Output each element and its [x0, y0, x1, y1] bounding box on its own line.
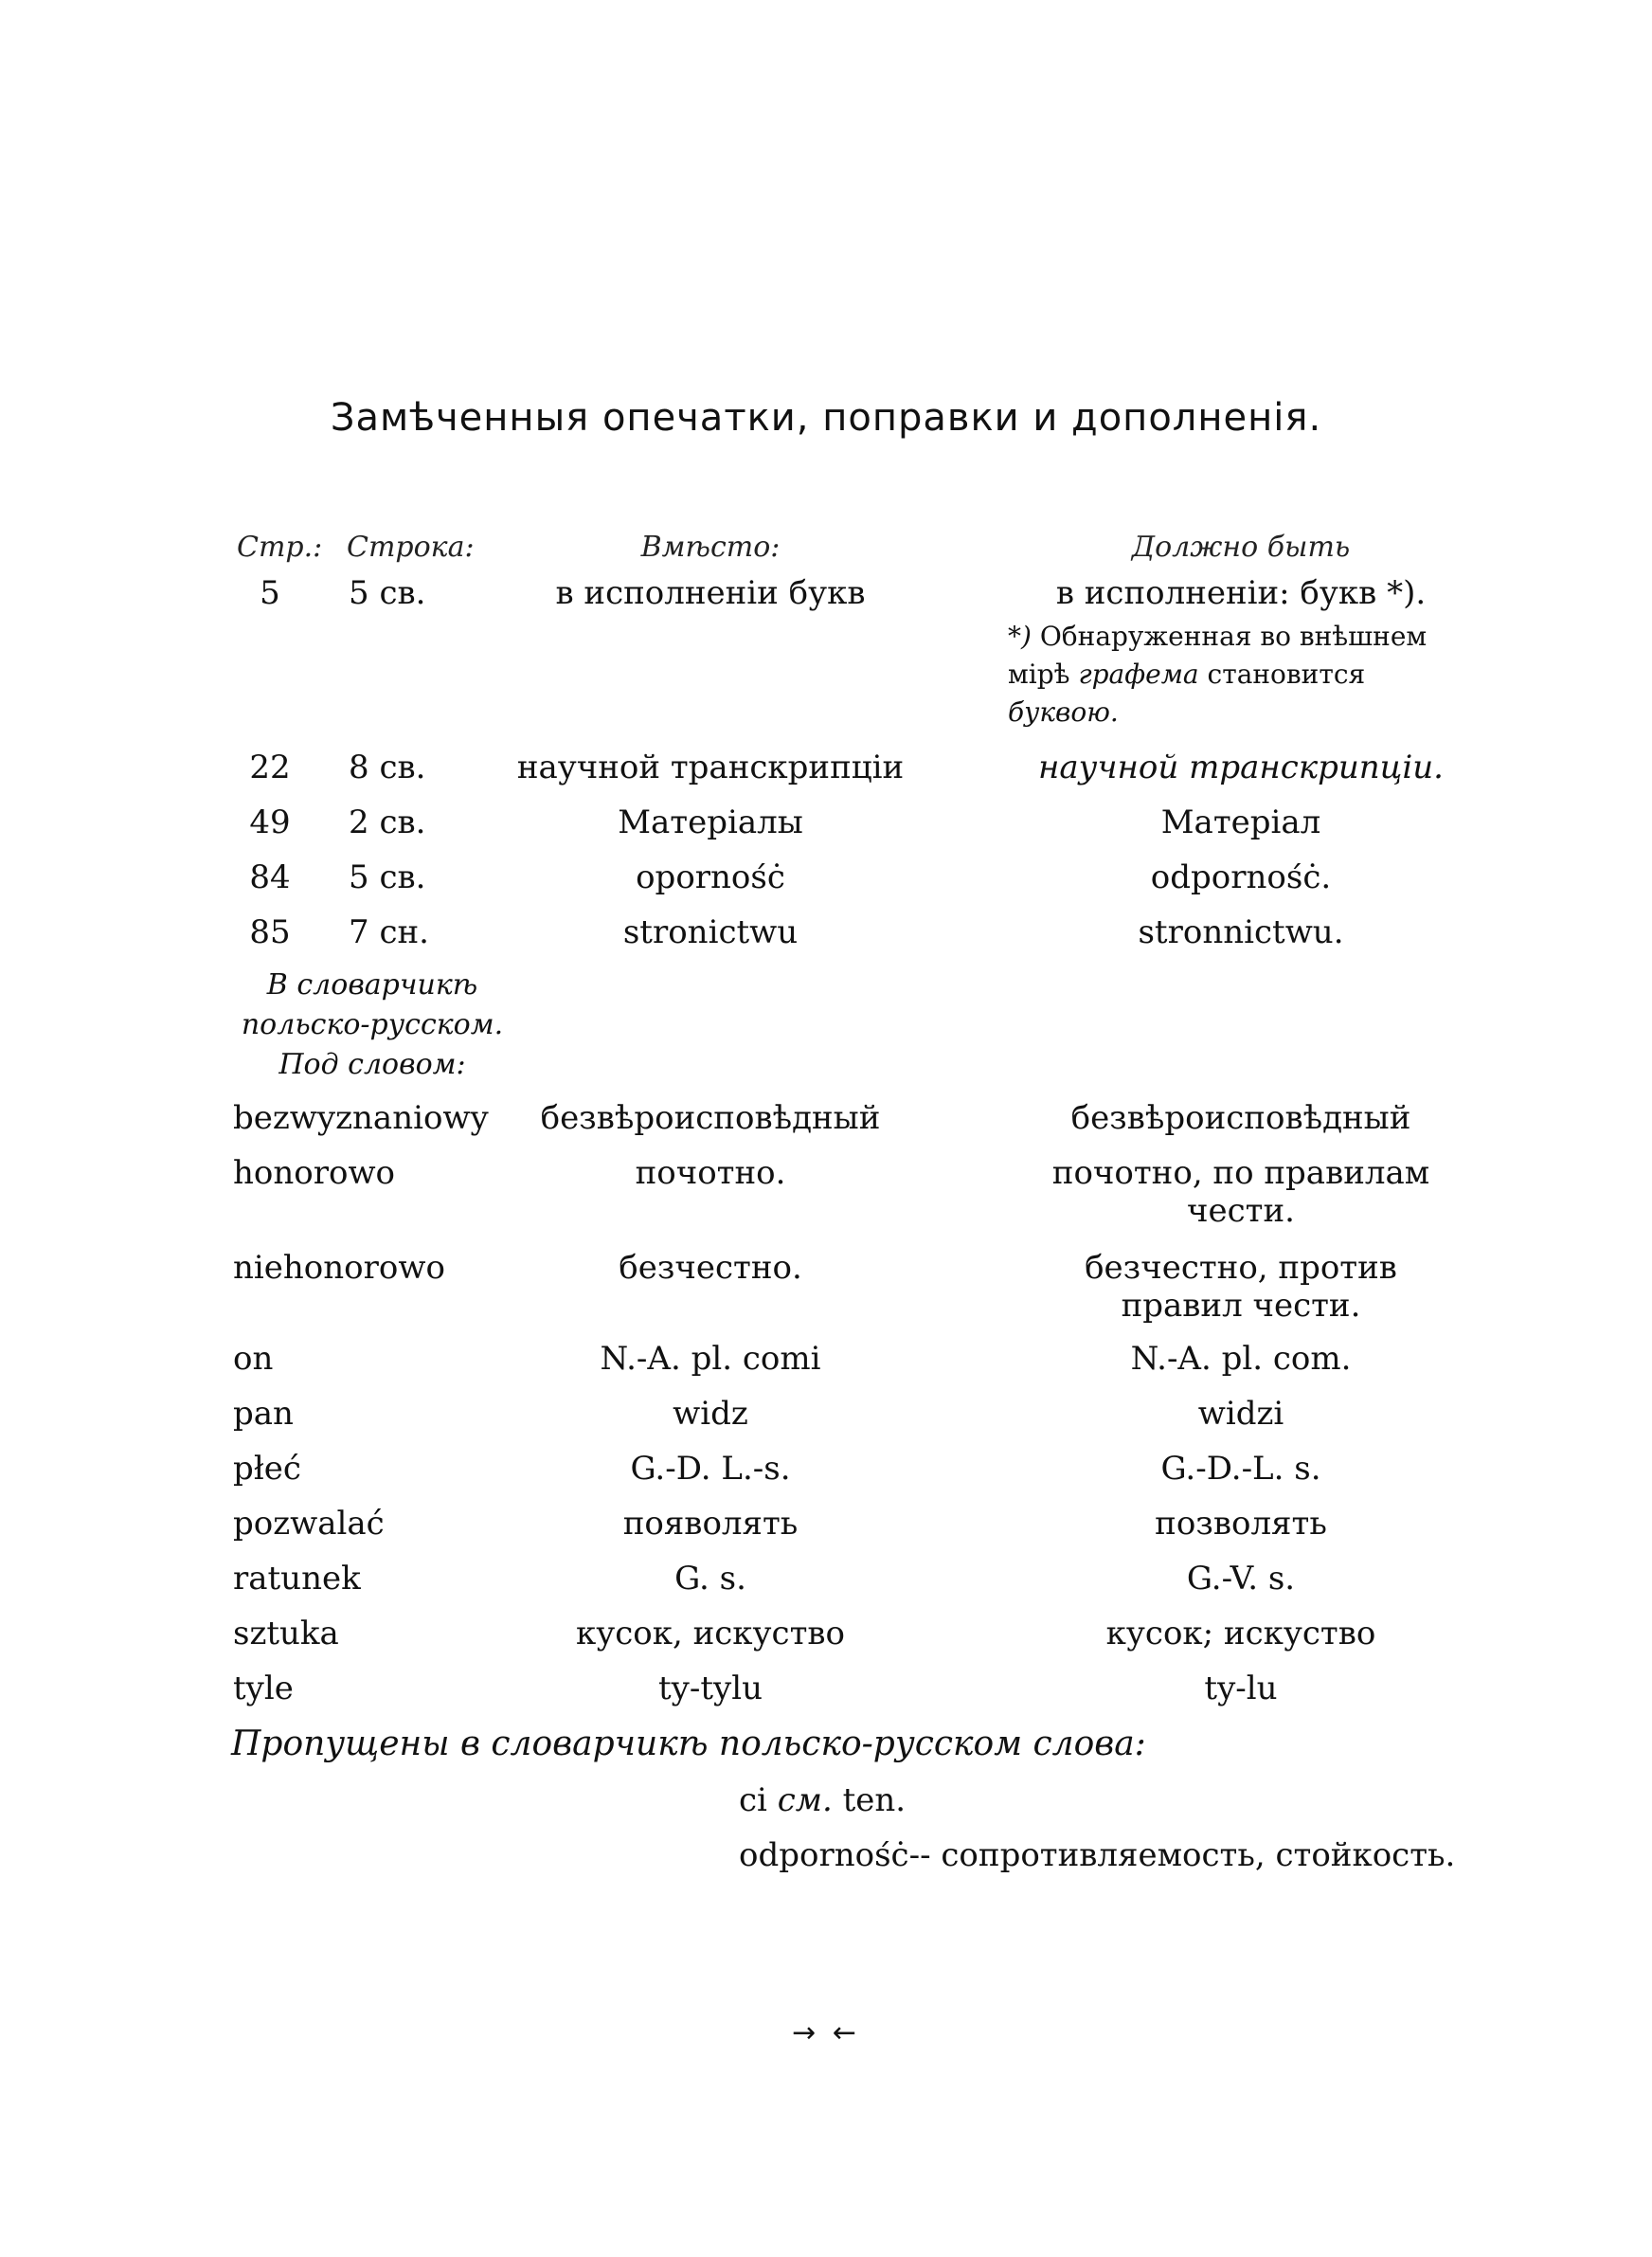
dict-word: pan — [233, 1395, 294, 1433]
missing-sep: -- — [908, 1836, 931, 1874]
dict-should: G.-V. s. — [1186, 1560, 1296, 1598]
dict-instead: ty-tylu — [657, 1670, 763, 1707]
footnote-italic-end: буквою. — [1008, 696, 1119, 728]
dict-should: безвѣроисповѣдный — [1070, 1099, 1411, 1137]
header-page: Стр.: — [237, 531, 323, 564]
missing-heading: Пропущены в словарчикѣ польско-русском слова: — [231, 1724, 1146, 1763]
footnote-text-after: становится — [1207, 659, 1366, 690]
dict-should: N.-A. pl. com. — [1130, 1340, 1352, 1378]
dict-should: кусок; искуство — [1105, 1615, 1376, 1652]
header-instead: Вмѣсто: — [640, 531, 781, 564]
dict-should: позволять — [1155, 1505, 1327, 1543]
row-should: stronnictwu. — [1138, 913, 1344, 951]
footnote-marker: *) — [1008, 621, 1032, 652]
missing-ref: см. — [777, 1781, 833, 1819]
dict-should: ty-lu — [1204, 1670, 1278, 1707]
dict-should: G.-D.-L. s. — [1160, 1450, 1321, 1488]
row-instead: stronictwu — [622, 913, 799, 951]
row-should: odpornośċ. — [1150, 858, 1332, 896]
row-instead: Матеріалы — [618, 803, 803, 841]
row-page: 49 — [249, 803, 291, 841]
dict-word: bezwyznaniowy — [233, 1099, 489, 1137]
row-instead: в исполненіи букв — [555, 574, 866, 612]
dict-word: honorowo — [233, 1154, 396, 1192]
missing-meaning: сопротивляемость, стойкость. — [941, 1836, 1456, 1874]
dict-instead: почотно. — [635, 1154, 786, 1192]
row-page: 22 — [249, 749, 291, 786]
missing-word: odpornośċ — [739, 1836, 909, 1874]
footnote-text-before: Обнаруженная во внѣшнем мірѣ — [1008, 621, 1428, 690]
dict-should: widzi — [1197, 1395, 1284, 1433]
dict-instead: безчестно. — [619, 1249, 802, 1287]
section-label-2: польско-русском. — [241, 1008, 504, 1041]
row-page: 5 — [260, 574, 280, 612]
dict-instead: появолять — [622, 1505, 799, 1543]
row-line: 7 сн. — [349, 913, 429, 951]
dict-word: on — [233, 1340, 274, 1378]
dict-word: pozwalać — [233, 1505, 385, 1543]
footnote-italic-word: графема — [1078, 659, 1199, 690]
missing-target: ten. — [842, 1781, 907, 1819]
dict-word: ratunek — [233, 1560, 361, 1598]
row-line: 2 св. — [349, 803, 426, 841]
dict-instead: N.-A. pl. comi — [600, 1340, 821, 1378]
dict-instead: кусок, искуство — [575, 1615, 846, 1652]
row-instead: opornośċ — [636, 858, 785, 896]
dict-should: безчестно, против правил чести. — [1085, 1249, 1397, 1325]
dict-instead: G.-D. L.-s. — [630, 1450, 791, 1488]
row-instead: научной транскрипціи — [516, 749, 905, 786]
row-line: 8 св. — [349, 749, 426, 786]
row-line: 5 св. — [349, 858, 426, 896]
section-label-3: Под словом: — [278, 1048, 466, 1081]
dict-instead: G. s. — [674, 1560, 746, 1598]
missing-item — [739, 1781, 906, 1819]
dict-word: niehonorowo — [233, 1249, 445, 1287]
footnote — [1008, 618, 1463, 731]
ornament-arrows-icon: → ← — [792, 2016, 860, 2049]
row-page: 85 — [249, 913, 291, 951]
dict-should: почотно, по правилам чести. — [1051, 1154, 1430, 1230]
header-line: Строка: — [347, 531, 475, 564]
dict-instead: widz — [673, 1395, 748, 1433]
row-should: Матеріал — [1160, 803, 1321, 841]
section-label-1: В словарчикѣ — [266, 968, 478, 1002]
missing-word: ci — [739, 1781, 767, 1819]
row-should: в исполненіи: букв *). — [1055, 574, 1427, 612]
dict-instead: безвѣроисповѣдный — [540, 1099, 881, 1137]
dict-word: sztuka — [233, 1615, 339, 1652]
row-line: 5 св. — [349, 574, 426, 612]
dict-word: tyle — [233, 1670, 294, 1707]
page-title: Замѣченныя опечатки, поправки и дополненія. — [330, 396, 1322, 440]
missing-item — [739, 1836, 1455, 1874]
row-page: 84 — [249, 858, 291, 896]
dict-word: płeć — [233, 1450, 301, 1488]
header-should-be: Должно быть — [1131, 531, 1351, 564]
row-should: научной транскрипціи. — [1038, 749, 1444, 786]
